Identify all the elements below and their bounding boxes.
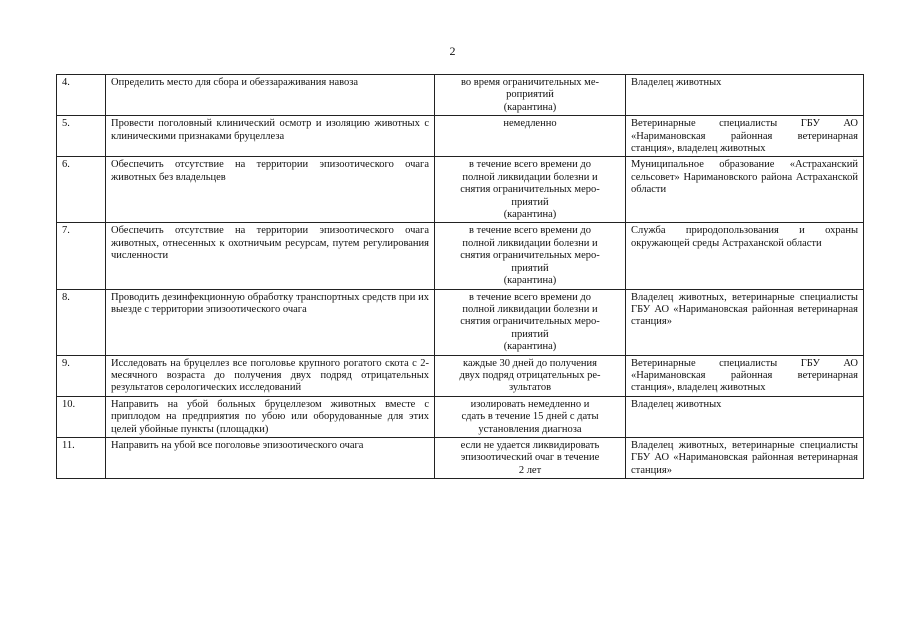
term-line: (карантина) [503, 209, 557, 221]
term-cell [435, 116, 626, 157]
row-number: 9. [57, 355, 106, 396]
row-number: 4. [57, 75, 106, 116]
table-row [57, 289, 864, 355]
responsible-cell: Владелец животных, ветеринарные специалисты ГБУ АО «Наримановская районная ветеринарная станция» [626, 289, 864, 355]
term-line: немедленно [503, 118, 557, 130]
term-line: в течение всего времени до [469, 225, 591, 237]
term-line: снятия ограничительных меро- [460, 184, 600, 196]
responsible-cell: Служба природопользования и охраны окружающей среды Астраханской области [626, 223, 864, 289]
term-line: приятий [511, 262, 549, 274]
term-cell [435, 437, 626, 478]
term-line: полной ликвидации болезни и [462, 237, 598, 249]
measure-cell: Определить место для сбора и обеззараживания навоза [106, 75, 435, 116]
term-line: каждые 30 дней до получения [463, 357, 597, 369]
measure-cell: Обеспечить отсутствие на территории эпизоотического очага животных без владельцев [106, 157, 435, 223]
table-row [57, 157, 864, 223]
table-row [57, 75, 864, 116]
responsible-cell: Владелец животных, ветеринарные специалисты ГБУ АО «Наримановская районная ветеринарная станция» [626, 437, 864, 478]
measure-cell: Направить на убой больных бруцеллезом животных вместе с приплодом на предприятия по убою или оборудованные для этих целей убойные пункты (площадки) [106, 396, 435, 437]
term-line: 2 лет [518, 464, 542, 476]
responsible-cell: Ветеринарные специалисты ГБУ АО «Наримановская районная ветеринарная станция», владелец животных [626, 116, 864, 157]
row-number: 5. [57, 116, 106, 157]
row-number: 8. [57, 289, 106, 355]
responsible-cell: Владелец животных [626, 396, 864, 437]
term-line: снятия ограничительных меро- [460, 250, 600, 262]
term-line: во время ограничительных ме- [461, 77, 599, 88]
term-line: эпизоотический очаг в течение [460, 452, 600, 464]
page-number: 2 [449, 44, 456, 58]
term-line: полной ликвидации болезни и [462, 171, 598, 183]
term-cell [435, 75, 626, 116]
term-line: снятия ограничительных меро- [460, 316, 600, 328]
row-number: 7. [57, 223, 106, 289]
term-line: приятий [511, 196, 549, 208]
row-number: 6. [57, 157, 106, 223]
term-line: в течение всего времени до [469, 159, 591, 171]
measures-table [56, 74, 864, 479]
measure-cell: Направить на убой все поголовье эпизоотического очага [106, 437, 435, 478]
responsible-cell: Ветеринарные специалисты ГБУ АО «Наримановская районная ветеринарная станция», владелец животных [626, 355, 864, 396]
measure-cell: Провести поголовный клинический осмотр и изоляцию животных с клиническими признаками бруцеллеза [106, 116, 435, 157]
term-line: (карантина) [503, 275, 557, 287]
term-line: изолировать немедленно и [470, 398, 590, 410]
table-row [57, 223, 864, 289]
table-row [57, 437, 864, 478]
responsible-cell: Муниципальное образование «Астраханский сельсовет» Наримановского района Астраханской области [626, 157, 864, 223]
table-row [57, 396, 864, 437]
term-line: полной ликвидации болезни и [462, 303, 598, 315]
responsible-cell: Владелец животных [626, 75, 864, 116]
term-cell [435, 355, 626, 396]
term-line: (карантина) [503, 341, 557, 353]
term-line: в течение всего времени до [469, 291, 591, 303]
term-line: приятий [511, 328, 549, 340]
term-line: двух подряд отрицательных ре- [459, 369, 601, 381]
term-line: если не удается ликвидировать [460, 439, 600, 451]
measure-cell: Исследовать на бруцеллез все поголовье крупного рогатого скота с 2-месячного возраста до получения двух подряд отрицательных результатов серологических исследований [106, 355, 435, 396]
term-line: (карантина) [503, 101, 557, 113]
term-cell [435, 223, 626, 289]
row-number: 11. [57, 437, 106, 478]
term-line: роприятий [506, 89, 554, 101]
term-line: сдать в течение 15 дней с даты [461, 411, 599, 423]
measure-cell: Проводить дезинфекционную обработку транспортных средств при их выезде с территории эпизоотического очага [106, 289, 435, 355]
term-cell [435, 396, 626, 437]
term-cell [435, 157, 626, 223]
term-line: установления диагноза [478, 423, 582, 435]
measure-cell: Обеспечить отсутствие на территории эпизоотического очага животных, отнесенных к охотничьим ресурсам, путем регулирования численности [106, 223, 435, 289]
table-row [57, 116, 864, 157]
term-cell [435, 289, 626, 355]
row-number: 10. [57, 396, 106, 437]
table-body [57, 75, 864, 479]
table-row [57, 355, 864, 396]
term-line: зультатов [508, 382, 552, 394]
